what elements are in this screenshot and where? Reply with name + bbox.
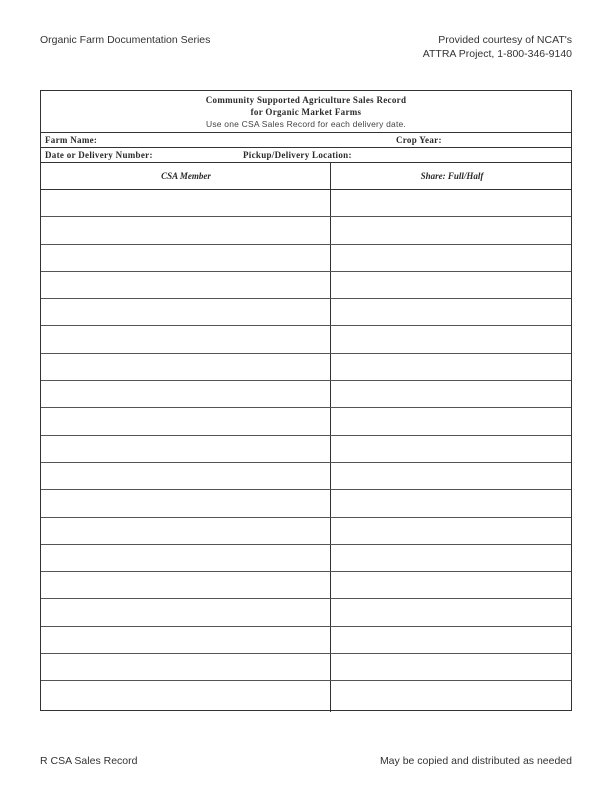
csa-member-cell xyxy=(41,545,330,571)
footer-form-name: R CSA Sales Record xyxy=(40,755,138,767)
table-row xyxy=(41,463,571,490)
csa-member-cell xyxy=(41,572,330,598)
table-row xyxy=(41,518,571,545)
header-courtesy-line1: Provided courtesy of NCAT's xyxy=(438,34,572,46)
share-cell xyxy=(331,490,573,516)
share-cell xyxy=(331,190,573,216)
table-row xyxy=(41,599,571,626)
share-cell xyxy=(331,681,573,708)
table-row xyxy=(41,572,571,599)
csa-member-cell xyxy=(41,599,330,625)
csa-member-cell xyxy=(41,681,330,708)
csa-member-cell xyxy=(41,245,330,271)
csa-member-cell xyxy=(41,299,330,325)
form-instruction: Use one CSA Sales Record for each delivery date. xyxy=(205,119,406,129)
share-cell xyxy=(331,572,573,598)
form-title-block xyxy=(41,91,571,133)
farm-name-label: Farm Name: xyxy=(45,135,98,145)
table-row xyxy=(41,627,571,654)
form-title: Community Supported Agriculture Sales Record xyxy=(205,95,407,105)
header-series-title: Organic Farm Documentation Series xyxy=(40,34,211,46)
pickup-location-label: Pickup/Delivery Location: xyxy=(243,150,352,160)
table-row xyxy=(41,381,571,408)
share-cell xyxy=(331,518,573,544)
csa-member-cell xyxy=(41,654,330,680)
farm-info-row xyxy=(41,133,571,148)
table-row xyxy=(41,654,571,681)
csa-member-cell xyxy=(41,217,330,243)
crop-year-label: Crop Year: xyxy=(396,135,442,145)
table-row xyxy=(41,545,571,572)
table-body xyxy=(41,190,571,709)
share-cell xyxy=(331,326,573,352)
csa-member-cell xyxy=(41,190,330,216)
share-cell xyxy=(331,217,573,243)
share-cell xyxy=(331,245,573,271)
csa-member-cell xyxy=(41,408,330,434)
share-cell xyxy=(331,354,573,380)
delivery-info-row xyxy=(41,148,571,163)
csa-sales-record-form xyxy=(40,90,572,711)
share-cell xyxy=(331,463,573,489)
share-cell xyxy=(331,272,573,298)
delivery-date-label: Date or Delivery Number: xyxy=(45,150,153,160)
table-row xyxy=(41,408,571,435)
footer-copy-notice: May be copied and distributed as needed xyxy=(379,755,572,767)
table-row xyxy=(41,272,571,299)
share-cell xyxy=(331,408,573,434)
form-subtitle: for Organic Market Farms xyxy=(250,107,362,117)
csa-member-cell xyxy=(41,272,330,298)
table-row xyxy=(41,217,571,244)
share-cell xyxy=(331,627,573,653)
csa-member-cell xyxy=(41,326,330,352)
csa-member-cell xyxy=(41,518,330,544)
header-courtesy-line2: ATTRA Project, 1-800-346-9140 xyxy=(422,48,572,60)
table-row xyxy=(41,436,571,463)
csa-member-cell xyxy=(41,463,330,489)
header-courtesy xyxy=(423,33,572,61)
column-header-csa-member: CSA Member xyxy=(161,171,211,181)
csa-member-cell xyxy=(41,381,330,407)
share-cell xyxy=(331,599,573,625)
csa-member-cell xyxy=(41,627,330,653)
table-row xyxy=(41,681,571,708)
share-cell xyxy=(331,545,573,571)
csa-member-cell xyxy=(41,354,330,380)
table-row xyxy=(41,245,571,272)
csa-member-cell xyxy=(41,436,330,462)
share-cell xyxy=(331,436,573,462)
table-row xyxy=(41,299,571,326)
csa-member-cell xyxy=(41,490,330,516)
table-row xyxy=(41,326,571,353)
table-header xyxy=(41,163,571,190)
table-row xyxy=(41,490,571,517)
table-row xyxy=(41,354,571,381)
share-cell xyxy=(331,299,573,325)
share-cell xyxy=(331,381,573,407)
table-row xyxy=(41,190,571,217)
share-cell xyxy=(331,654,573,680)
column-header-share: Share: Full/Half xyxy=(420,171,484,181)
